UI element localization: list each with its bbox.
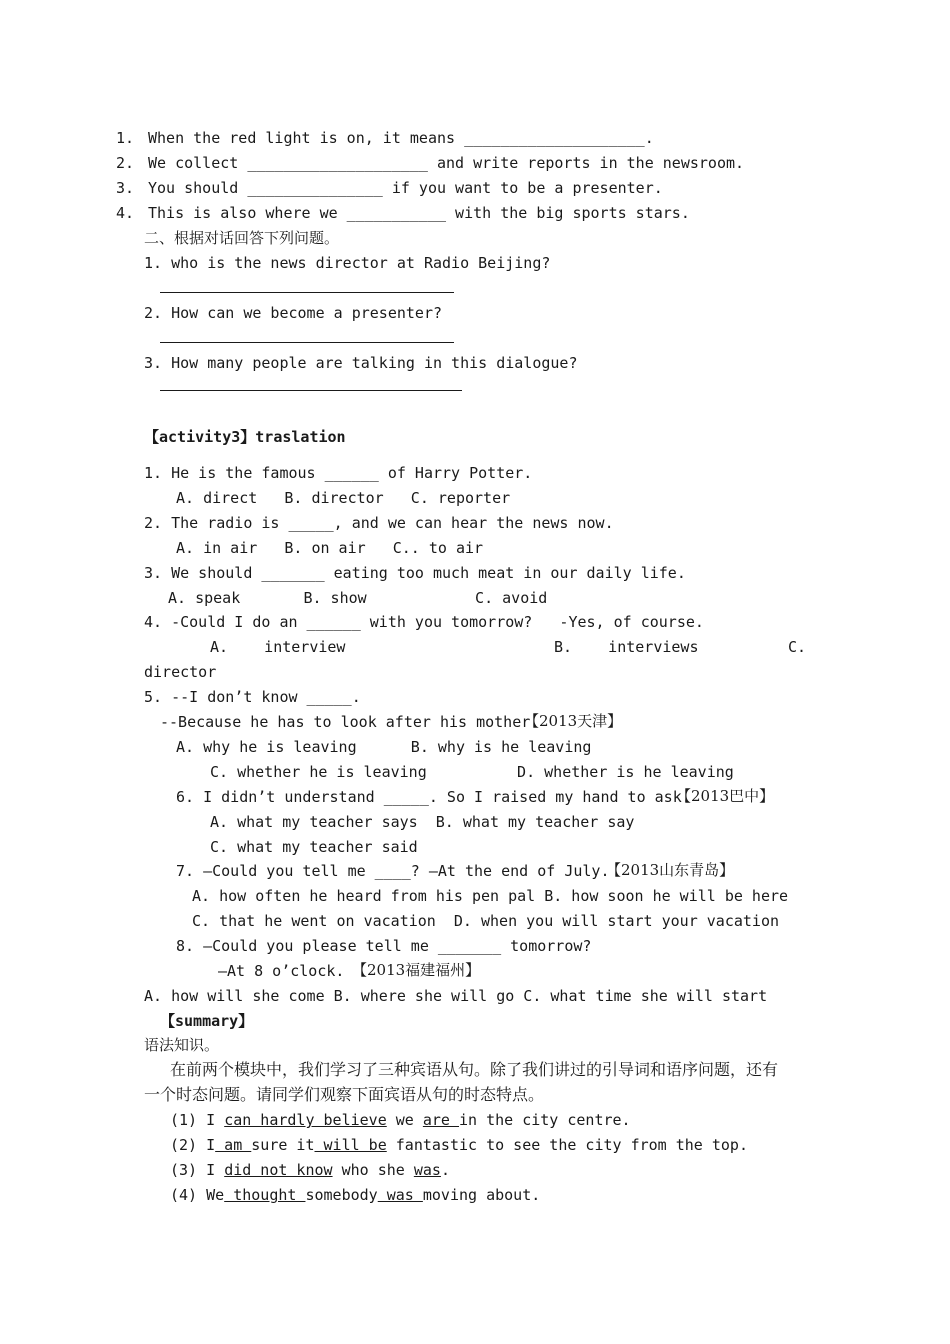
mc-option-4c: C. — [788, 638, 807, 656]
mc-option-4a: A. interview — [210, 638, 346, 656]
example-number: (1) — [170, 1111, 207, 1129]
sentence-text: I — [206, 1161, 225, 1179]
grammar-label: 语法知识。 — [144, 1036, 220, 1054]
mc-question-6: 6. I didn’t understand _____. So I raised my hand to ask. — [176, 788, 691, 806]
sentence-text: we — [386, 1111, 423, 1129]
mc-question-3: 3. We should _______ eating too much meat in our daily life. — [144, 564, 686, 582]
example-sentence-2 — [170, 1135, 748, 1155]
mc-options-2: A. in air B. on air C.. to air — [176, 539, 484, 557]
activity3-heading: 【activity3】traslation — [144, 428, 346, 446]
example-sentence-4 — [170, 1185, 540, 1205]
part2-question-3: 3. How many people are talking in this dialogue? — [144, 354, 578, 372]
example-number: (3) — [170, 1161, 207, 1179]
part1-item-1: When the red light is on, it means ____________________. — [148, 129, 654, 147]
mc-option-4b: B. interviews — [554, 638, 699, 656]
sentence-text: in the city centre. — [459, 1111, 631, 1129]
example-sentence-3 — [170, 1160, 450, 1180]
mc-option-6c: C. what my teacher said — [210, 838, 418, 856]
mc-options-5ab: A. why he is leaving B. why is he leaving — [176, 738, 592, 756]
mc-question-8-reply: —At 8 o’clock. — [218, 962, 345, 980]
sentence-text: I — [206, 1111, 225, 1129]
underlined-phrase: am — [215, 1136, 252, 1154]
underlined-phrase: did not know — [224, 1161, 333, 1179]
summary-paragraph-line-2: 一个时态问题。请同学们观察下面宾语从句的时态特点。 — [144, 1085, 545, 1104]
part1-item-4: This is also where we ___________ with the big sports stars. — [148, 204, 690, 222]
answer-line-3[interactable] — [160, 390, 462, 391]
mc-question-1: 1. He is the famous ______ of Harry Potter. — [144, 464, 533, 482]
answer-line-2[interactable] — [160, 342, 454, 343]
sentence-text: sure it — [251, 1136, 315, 1154]
mc-question-7: 7. —Could you tell me ____? —At the end of July. — [176, 862, 610, 880]
underlined-phrase: are — [422, 1111, 459, 1129]
underlined-phrase: can hardly believe — [224, 1111, 387, 1129]
underlined-phrase: was — [377, 1186, 423, 1204]
example-number: (4) — [170, 1186, 207, 1204]
part1-item-3: You should _______________ if you want to be a presenter. — [148, 179, 663, 197]
sentence-text: I — [206, 1136, 216, 1154]
summary-heading: 【summary】 — [160, 1012, 254, 1030]
part1-num-2: 2. — [116, 154, 135, 172]
sentence-text: fantastic to see the city from the top. — [386, 1136, 748, 1154]
mc-options-5cd: C. whether he is leaving D. whether is he leaving — [210, 763, 734, 781]
part1-item-2: We collect ____________________ and write reports in the newsroom. — [148, 154, 745, 172]
source-tag-7: 【2013山东青岛】 — [606, 861, 735, 879]
mc-options-8: A. how will she come B. where she will go C. what time she will start — [144, 987, 768, 1005]
underlined-phrase: was — [413, 1161, 441, 1179]
underlined-phrase: will be — [314, 1136, 387, 1154]
underlined-phrase: thought — [224, 1186, 306, 1204]
sentence-text: We — [206, 1186, 225, 1204]
answer-line-1[interactable] — [160, 292, 454, 293]
source-tag-8: 【2013福建福州】 — [352, 961, 481, 979]
mc-question-4: 4. -Could I do an ______ with you tomorrow? -Yes, of course. — [144, 613, 704, 631]
source-tag-6: 【2013巴中】 — [676, 787, 775, 805]
source-tag-5: 【2013天津】 — [524, 712, 623, 730]
mc-options-7cd: C. that he went on vacation D. when you will start your vacation — [192, 912, 779, 930]
part1-num-1: 1. — [116, 129, 135, 147]
summary-paragraph-line-1: 在前两个模块中，我们学习了三种宾语从句。除了我们讲过的引导词和语序问题，还有 — [170, 1060, 779, 1079]
example-sentence-1 — [170, 1110, 631, 1130]
mc-question-5: 5. --I don’t know _____. — [144, 688, 361, 706]
sentence-text: moving about. — [422, 1186, 541, 1204]
mc-options-3: A. speak B. show C. avoid — [168, 589, 548, 607]
part1-num-4: 4. — [116, 204, 135, 222]
part2-question-2: 2. How can we become a presenter? — [144, 304, 443, 322]
part2-heading: 二、根据对话回答下列问题。 — [144, 229, 340, 247]
mc-options-7ab: A. how often he heard from his pen pal B. how soon he will be here — [192, 887, 789, 905]
sentence-text: somebody — [305, 1186, 378, 1204]
part2-question-1: 1. who is the news director at Radio Beijing? — [144, 254, 551, 272]
mc-question-2: 2. The radio is _____, and we can hear the news now. — [144, 514, 614, 532]
sentence-text: . — [440, 1161, 450, 1179]
mc-options-1: A. direct B. director C. reporter — [176, 489, 511, 507]
mc-options-6ab: A. what my teacher says B. what my teacher say — [210, 813, 635, 831]
example-number: (2) — [170, 1136, 207, 1154]
sentence-text: who she — [332, 1161, 414, 1179]
mc-option-4c-text: director — [144, 663, 217, 681]
mc-question-5-reply: --Because he has to look after his mother. — [160, 713, 540, 731]
mc-question-8: 8. —Could you please tell me _______ tomorrow? — [176, 937, 592, 955]
part1-num-3: 3. — [116, 179, 135, 197]
